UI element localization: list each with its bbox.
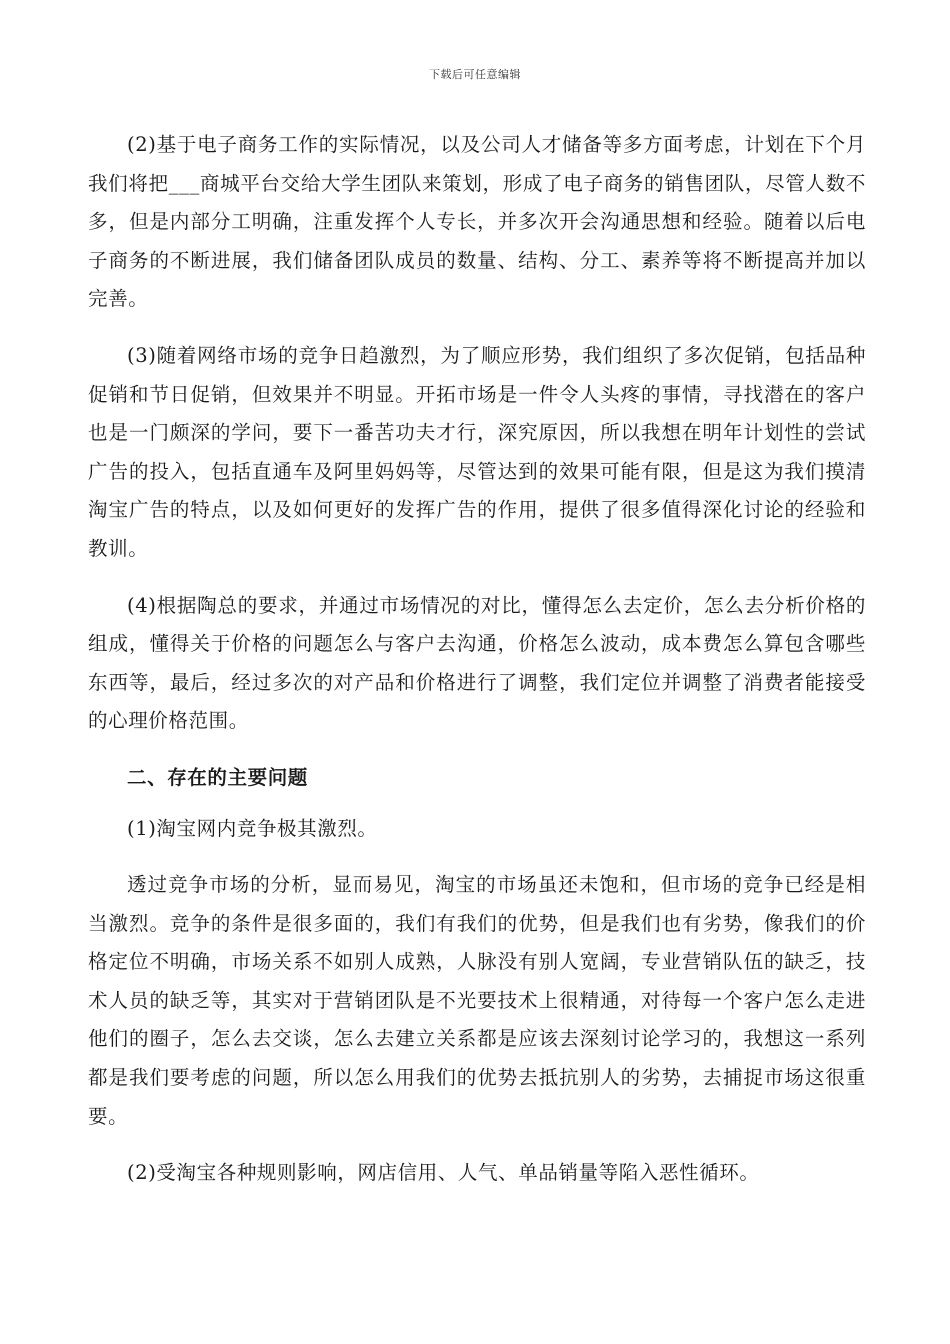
problem-item-2: (2)受淘宝各种规则影响，网店信用、人气、单品销量等陷入恶性循环。 (127, 1161, 760, 1185)
problem-item-1-body: 透过竞争市场的分析，显而易见，淘宝的市场虽还未饱和，但市场的竞争已经是相当激烈。竞争的条件是很多面的，我们有我们的优势，但是我们也有劣势，像我们的价格定位不明确，市场关系不如别人成熟，人脉没有别人宽阔，专业营销队伍的缺乏，技术人员的缺乏等，其实对于营销团队是不光要技术上很精通，对待每一个客户怎么走进他们的圈子，怎么去交谈，怎么去建立关系都是应该去深刻讨论学习的，我想这一系列都是我们要考虑的问题，所以怎么用我们的优势去抵抗别人的劣势，去捕捉市场这很重要。 (88, 873, 866, 1128)
page-header-note: 下载后可任意编辑 (429, 68, 521, 81)
section-heading: 二、存在的主要问题 (127, 765, 308, 789)
paragraph-3: (3)随着网络市场的竞争日趋激烈，为了顺应形势，我们组织了多次促销，包括品种促销和节日促销，但效果并不明显。开拓市场是一件令人头疼的事情，寻找潜在的客户也是一门颇深的学问，要下一番苦功夫才行，深究原因，所以我想在明年计划性的尝试广告的投入，包括直通车及阿里妈妈等，尽管达到的效果可能有限，但是这为我们摸清淘宝广告的特点，以及如何更好的发挥广告的作用，提供了很多值得深化讨论的经验和教训。 (88, 343, 866, 560)
paragraph-4: (4)根据陶总的要求，并通过市场情况的对比，懂得怎么去定价，怎么去分析价格的组成，懂得关于价格的问题怎么与客户去沟通，价格怎么波动，成本费怎么算包含哪些东西等，最后，经过多次的对产品和价格进行了调整，我们定位并调整了消费者能接受的心理价格范围。 (88, 593, 866, 733)
problem-item-1: (1)淘宝网内竞争极其激烈。 (127, 816, 378, 840)
document-body (88, 126, 866, 1193)
paragraph-2: (2)基于电子商务工作的实际情况，以及公司人才储备等多方面考虑，计划在下个月我们将把___商城平台交给大学生团队来策划，形成了电子商务的销售团队，尽管人数不多，但是内部分工明确，注重发挥个人专长，并多次开会沟通思想和经验。随着以后电子商务的不断进展，我们储备团队成员的数量、结构、分工、素养等将不断提高并加以完善。 (88, 133, 866, 311)
